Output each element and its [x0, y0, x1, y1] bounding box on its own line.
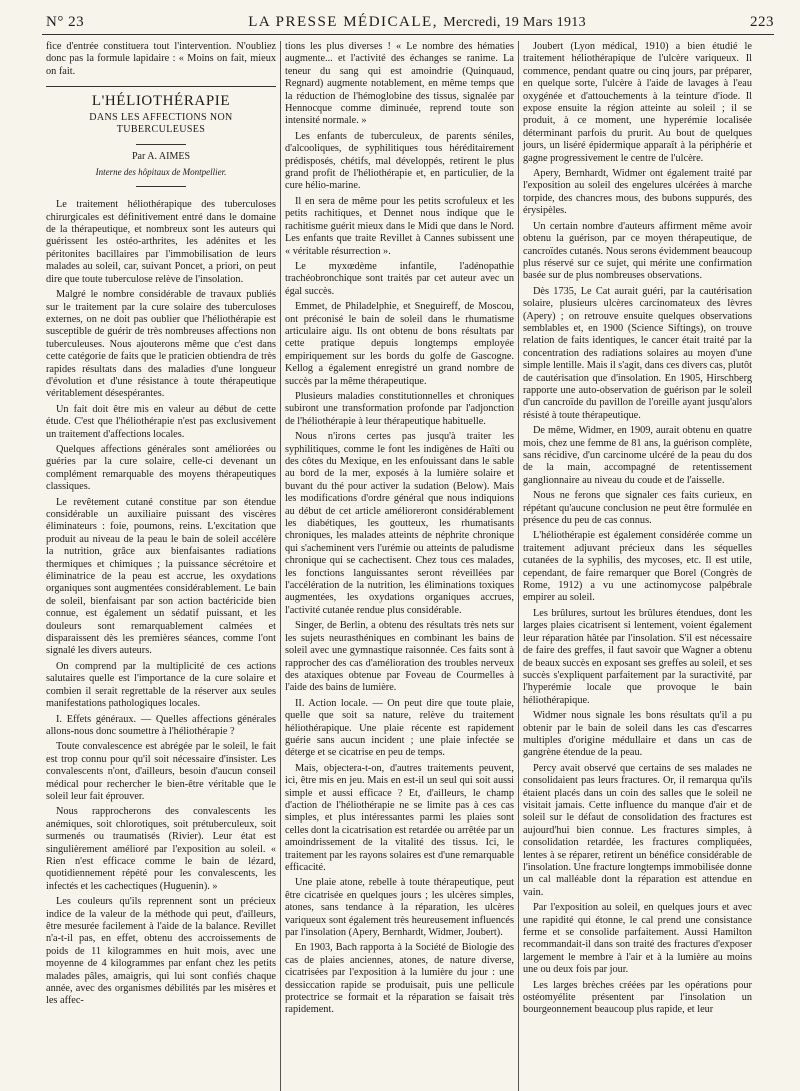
- paragraph: Toute convalescence est abrégée par le soleil, le fait est trop connu pour qu'il soit nécessaire d'insister. Les convalescents n'ont, d'ailleurs, besoin d'aucun conseil médical pour rechercher le bien-être véritable que le soleil leur fait éprouver.: [46, 741, 276, 802]
- paragraph: On comprend par la multiplicité de ces actions salutaires quelle est l'importance de la cure solaire et combien il serait regrettable de la réserver aux seules manifestations pathologiques locales.: [46, 660, 276, 710]
- paragraph: Plusieurs maladies constitutionnelles et chroniques subiront une transformation profonde par l'adjonction de l'héliothérapie à leur thérapeutique habituelle.: [285, 390, 514, 427]
- short-rule: [136, 144, 186, 145]
- paragraph: Un fait doit être mis en valeur au début de cette étude. C'est que l'héliothérapie n'est pas exclusivement un traitement d'affections locales.: [46, 403, 276, 440]
- column-2: [280, 41, 518, 1091]
- paragraph: Singer, de Berlin, a obtenu des résultats très nets sur les sujets neurasthéniques en combinant les bains de soleil avec une gymnastique raisonnée. Ces faits sont à rapprocher des cas d'amélioration des troubles nerveux des ataxiques obtenue par Foveau de Courmelles à l'aide des bains de lumière.: [285, 620, 514, 694]
- paragraph: Dès 1735, Le Cat aurait guéri, par la cautérisation solaire, plusieurs ulcères carcinomateux des lèvres (Apery) ; on retrouve ensuite quelques observations semblables et, en 1900 (Science Siftings), on trouve relation de faits identiques, le cancer était traité par la concentration des radiations solaires au moyen d'une simple lentille. Mais il s'agit, dans ces divers cas, plutôt de cautérisation que d'insolation. En 1905, Hirschberg rapporte une auto-observation de guérison par le soleil d'un cancroïde du pavillon de l'oreille ayant jusqu'alors résisté à toute thérapeutique.: [523, 285, 752, 421]
- paragraph: Emmet, de Philadelphie, et Sneguireff, de Moscou, ont préconisé le bain de soleil dans le rhumatisme articulaire aigu. Ils ont obtenu de bons résultats par cette pratique depuis longtemps employée empiriquement sur les bords du golfe de Gascogne. Kellog a également enregistré un grand nombre de succès par la même thérapeutique.: [285, 301, 514, 387]
- short-rule: [136, 186, 186, 187]
- paragraph: Malgré le nombre considérable de travaux publiés sur le traitement par la cure solaire des tuberculoses externes, on ne doit pas oublier que l'héliothérapie est susceptible de guérir de très nombreuses affections non tuberculeuses. Nous ajouterons même que c'est dans cette catégorie de faits que le praticien obtiendra de très rapides résultats dans des maladies d'une longueur d'évolution et d'une résistance à toute thérapeutique véritablement désespérantes.: [46, 289, 276, 400]
- paragraph: II. Action locale. — On peut dire que toute plaie, quelle que soit sa nature, relève du traitement héliothérapique. Une plaie récente est rapidement guérie sans aucun incident ; une plaie infectée se déterge et se cicatrise en peu de temps.: [285, 697, 514, 759]
- paragraph: Nous rapprocherons des convalescents les anémiques, soit chlorotiques, soit prétuberculeux, soit surmenés ou traumatisés (Rivier). Leur état est singulièrement amélioré par l'exposition au soleil. « Rien n'est efficace comme le bain de lézard, quotidiennement répété pour les convalescents, les infectés et les cachectiques (Huguenin). »: [46, 806, 276, 892]
- paragraph: Le myxœdème infantile, l'adénopathie trachéobronchique sont traités par cet auteur avec un égal succès.: [285, 260, 514, 297]
- paragraph: Nous n'irons certes pas jusqu'à traiter les syphilitiques, comme le font les indigènes de Haïti ou des côtes du Mexique, en les enfouissant dans le sable au bord de la mer, exposés à la lumière solaire et buvant du thé pour activer la sudation (Below). Mais les modifications d'ordre général que nous indiquions au début de cet article amélioreront considérablement les diabétiques, les goutteux, les rhumatisants chroniques, les malades atteints de néphrite chronique qui s'acheminent vers l'urémie ou atteints de paludisme chronique qui se cachectisent. Chez tous ces malades, les fonctions languissantes seront réveillées par l'accélération de la nutrition, les éliminations toxiques augmentées, les oxydations organiques accrues, l'activité cutanée rendue plus considérable.: [285, 431, 514, 616]
- paragraph: Apery, Bernhardt, Widmer ont également traité par l'exposition au soleil des engelures ulcérées à marche torpide, des chancres mous, des bubons suppurés, des érysipèles.: [523, 168, 752, 217]
- heading-rule: [46, 86, 276, 87]
- paragraph: fice d'entrée constituera tout l'intervention. N'oubliez donc pas la formule lapidaire : « Moins on fait, mieux on fait.: [46, 41, 276, 77]
- author-affiliation: Interne des hôpitaux de Montpellier.: [95, 166, 227, 177]
- paragraph: Par l'exposition au soleil, en quelques jours et avec une rapidité qui étonne, le cal prend une consistance ferme et se consolide parfaitement. Aussi Hamilton recommandait-il dans son traité des fractures d'exposer largement le membre à l'air et à la lumière au moins une ou deux fois par jour.: [523, 902, 752, 976]
- paragraph: De même, Widmer, en 1909, aurait obtenu en quatre mois, chez une femme de 81 ans, la guérison complète, sans récidive, d'un carcinome ulcéré de la peau du dos de la main, accompagné de retentissement ganglionnaire au niveau du coude et de l'aisselle.: [523, 425, 752, 486]
- column-3-body: [523, 41, 752, 1017]
- paragraph: Il en sera de même pour les petits scrofuleux et les petits rachitiques, et Dennet nous indique que le rachitisme guérit mieux dans le Midi que dans le Nord. Les enfants que traite Revillet à Cannes subissent une « véritable résurrection ».: [285, 195, 514, 257]
- article-title: L'HÉLIOTHÉRAPIE: [91, 93, 231, 110]
- column-2-body: [285, 41, 514, 1017]
- paragraph: Joubert (Lyon médical, 1910) a bien étudié le traitement héliothérapique de l'ulcère variqueux. Il commence, pendant quatre ou cinq jours, par préparer, en quelque sorte, l'ulcère à l'aide de lavages à l'eau oxygénée et d'attouchements à la teinture d'iode. Il expose ensuite la région atteinte au soleil ; il se produit, à ce moment, une hyperémie localisée déterminant parfois du prurit. Au bout de quelques jours, un liséré épidermique apparaît à la périphérie et gagne progressivement le centre de l'ulcère.: [523, 41, 752, 164]
- paragraph: Percy avait observé que certains de ses malades ne consolidaient pas leurs fractures. Or, il remarqua qu'ils étaient placés dans un coin des salles que le soleil ne visitait jamais. Cette influence du manque d'air et de soleil sur le défaut de consolidation des fractures est aujourd'hui bien connue. Les fractures simples, à consolidation retardée, les fractures compliquées, lentes à se réparer, retirent un bénéfice considérable de l'insolation. Une fracture longtemps immobilisée donne un cal malléable dont la réparation est attendue en vain.: [523, 762, 752, 898]
- paragraph: Un certain nombre d'auteurs affirment même avoir obtenu la guérison, par ce moyen thérapeutique, de cancroïdes cutanés. Nous serons évidemment beaucoup plus réservé sur ce sujet, qui mérite une confirmation basée sur de plus nombreuses observations.: [523, 220, 752, 282]
- text-columns: [42, 41, 774, 1091]
- paragraph: tions les plus diverses ! « Le nombre des hématies augmente... et l'activité des échanges se ranime. La teneur du sang qui est amoindrie (Quinquaud, Regnard) augmente notablement, en même temps que la réduction de l'hémoglobine des tissus, signalée par Hennocque comme diminuée, reprend toute son intensité normale. »: [285, 41, 514, 127]
- paragraph: Les couleurs qu'ils reprennent sont un précieux indice de la valeur de la méthode qui peut, d'ailleurs, être mesurée facilement à l'aide de la balance. Revillet n'a-t-il pas, en effet, obtenu des accroissements de poids de 11 kilogrammes en huit mois, avec une moyenne de 4 kilogrammes par enfant chez les petits malades pâles, amaigris, qui lui sont confiés chaque année, avec des organismes débilités par les misères et les affec-: [46, 896, 276, 1007]
- issue-number: N° 23: [46, 14, 85, 30]
- paragraph: Une plaie atone, rebelle à toute thérapeutique, peut être cicatrisée en quelques jours ; les ulcères simples, atones, sans tendance à la réparation, les ulcères variqueux sont également très heureusement influencés par l'insolation (Apery, Bernhardt, Widmer, Joubert).: [285, 877, 514, 939]
- column-3: [518, 41, 756, 1091]
- journal-name: LA PRESSE MÉDICALE,: [248, 14, 438, 30]
- article-author: Par A. AIMES: [131, 151, 191, 163]
- paragraph: I. Effets généraux. — Quelles affections générales allons-nous donc soumettre à l'héliothérapie ?: [46, 713, 276, 737]
- masthead: [248, 14, 586, 31]
- paragraph: Les brûlures, surtout les brûlures étendues, dont les larges plaies cicatrisent si lentement, voient également leur réparation hâtée par l'insolation. S'il est nécessaire de faire des greffes, il faut savoir que Wagner a obtenu de beaux succès en exposant ses greffes au soleil, et ses succès s'expliquent parfaitement par la suractivité, par l'hyperémie locale que provoque le bain héliothérapique.: [523, 607, 752, 706]
- paragraph: Le revêtement cutané constitue par son étendue considérable un auxiliaire puissant des viscères éliminateurs : foie, poumons, reins. L'excitation que produit au niveau de la peau le bain de soleil accélère la nutrition, grâce aux bienfaisantes radiations thermiques et chimiques ; la puissance sécrétoire et éliminatrice de la peau est accrue, les oxydations organiques sont augmentées considérablement. Le bain de soleil, bienfaisant par son action bactéricide bien connue, est également un sédatif puissant, et les douleurs sont remarquablement calmées et disparaissent dès les premières séances, comme l'ont signalé les divers auteurs.: [46, 496, 276, 657]
- paragraph: Le traitement héliothérapique des tuberculoses chirurgicales est définitivement entré dans le domaine de la thérapeutique, et nombreux sont les auteurs qui guérissent les ostéo-arthrites, les adénites et les péritonites bacillaires par l'immobilisation de leurs malades au soleil, car, suivant Poncet, a priori, on peut dire que toute tuberculose relève de l'insolation.: [46, 199, 276, 285]
- paragraph: Quelques affections générales sont améliorées ou guéries par la cure solaire, celle-ci devenant un complément remarquable des moyens thérapeutiques classiques.: [46, 443, 276, 493]
- article-heading: [46, 86, 276, 187]
- paragraph: Les larges brèches créées par les opérations pour ostéomyélite présentent par l'insolation un bourgeonnement beaucoup plus rapide, et leur: [523, 979, 752, 1016]
- article-subtitle: DANS LES AFFECTIONS NON TUBERCULEUSES: [89, 111, 233, 136]
- paragraph: En 1903, Bach rapporta à la Société de Biologie des cas de plaies anciennes, atones, de nature diverse, cicatrisées par l'exposition à la lumière du jour : une dessiccation rapide se produisait, puis une pellicule protectrice se formait et la réparation se faisait très rapidement.: [285, 942, 514, 1016]
- column-1: [42, 41, 280, 1091]
- paragraph: L'héliothérapie est également considérée comme un traitement adjuvant précieux dans les séquelles cutanées de la syphilis, des mycoses, etc. Il est utile, cependant, de faire remarquer que Borel (Congrès de Rome, 1912) a vu une actinomycose palpébrale empirer au soleil.: [523, 530, 752, 604]
- page-number: 223: [749, 14, 774, 30]
- page-header: [42, 14, 774, 35]
- column-1-body: [46, 199, 276, 1008]
- paragraph: Mais, objectera-t-on, d'autres traitements peuvent, ici, être mis en jeu. Mais en est-il un seul qui soit aussi simple et aussi efficace ? Et, d'ailleurs, le champ d'action de l'héliothérapie ne se limite pas à ces cas simples, et plus intéressantes parmi les plaies sont celles dont la cicatrisation est retardée ou arrêtée par un amoindrissement de la vitalité des tissus. Ici, le traitement par les rayons solaires est d'une remarquable efficacité.: [285, 762, 514, 873]
- paragraph: Les enfants de tuberculeux, de parents séniles, d'alcooliques, de syphilitiques tous héréditairement prédisposés, chétifs, mal développés, retirent le plus grand profit de l'héliothérapie et, en particulier, de la cure hélio-marine.: [285, 130, 514, 192]
- paragraph: Nous ne ferons que signaler ces faits curieux, en répétant qu'aucune conclusion ne peut être formulée en présence du peu de cas connus.: [523, 490, 752, 527]
- issue-date: Mercredi, 19 Mars 1913: [443, 15, 586, 30]
- column-1-intro: [46, 41, 276, 78]
- paragraph: Widmer nous signale les bons résultats qu'il a pu obtenir par le bain de soleil dans les cas d'escarres multiples d'origine médullaire et dans un cas de gangrène étendue de la peau.: [523, 710, 752, 759]
